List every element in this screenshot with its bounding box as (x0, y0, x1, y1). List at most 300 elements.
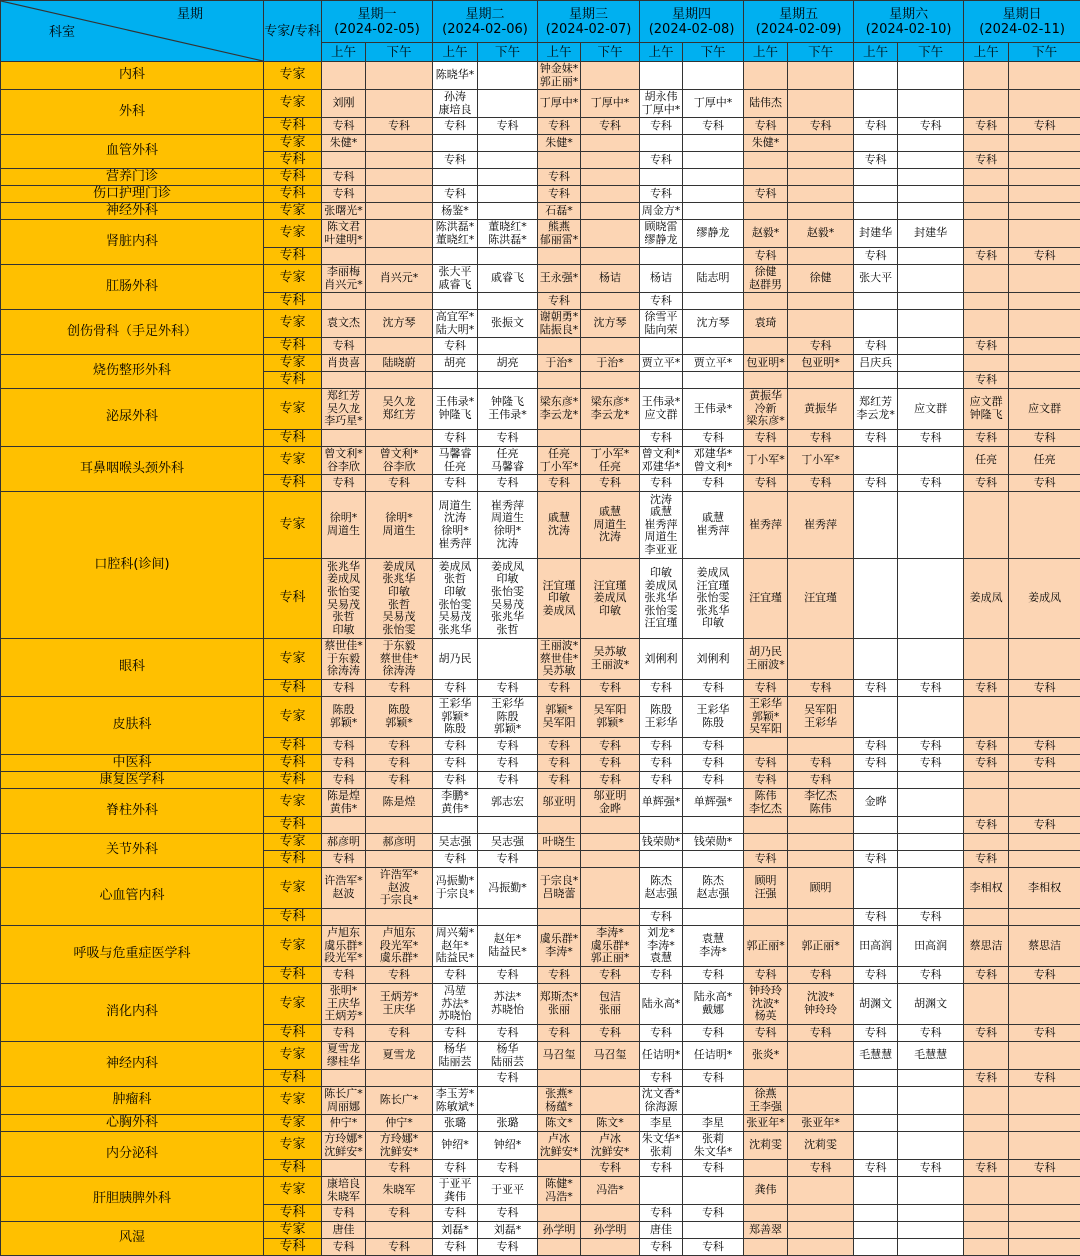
schedule-cell (788, 62, 854, 90)
schedule-cell: 专科 (854, 1160, 898, 1177)
schedule-cell (581, 186, 640, 203)
schedule-cell: 专科 (478, 967, 538, 984)
schedule-cell: 专科 (1009, 967, 1080, 984)
schedule-cell: 专科 (964, 1160, 1009, 1177)
schedule-cell: 专科 (788, 1025, 854, 1042)
clinic-type: 专科 (264, 680, 322, 697)
schedule-cell (640, 817, 683, 834)
schedule-cell: 黄振华 (788, 389, 854, 430)
clinic-type: 专家 (264, 1132, 322, 1160)
schedule-cell (366, 220, 433, 248)
schedule-cell (898, 868, 964, 909)
schedule-cell: 专科 (322, 1025, 366, 1042)
schedule-cell: 王伟录* 应文群 (640, 389, 683, 430)
schedule-cell: 专科 (538, 772, 581, 789)
schedule-cell: 专科 (683, 430, 744, 447)
schedule-cell: 张振文 (478, 310, 538, 338)
schedule-cell (854, 834, 898, 851)
schedule-cell: 郑红芳 吴久龙 李巧星* (322, 389, 366, 430)
schedule-cell: 刘磊* (478, 1222, 538, 1239)
schedule-cell: 专科 (898, 680, 964, 697)
schedule-cell: 专科 (898, 1160, 964, 1177)
schedule-cell (366, 152, 433, 169)
schedule-cell: 专科 (538, 169, 581, 186)
schedule-cell (964, 265, 1009, 293)
clinic-type: 专家 (264, 62, 322, 90)
department-name: 消化内科 (1, 984, 264, 1042)
schedule-cell (683, 338, 744, 355)
schedule-cell (964, 697, 1009, 738)
schedule-cell: 专科 (964, 1025, 1009, 1042)
afternoon-header: 下午 (788, 43, 854, 62)
clinic-type: 专科 (264, 1070, 322, 1087)
schedule-cell: 专科 (478, 1025, 538, 1042)
day-name: 星期二 (433, 7, 537, 22)
schedule-cell: 刘俐利 (683, 639, 744, 680)
schedule-row (1, 1042, 1080, 1070)
schedule-cell: 专科 (788, 430, 854, 447)
schedule-cell: 专科 (538, 293, 581, 310)
schedule-cell (1009, 1177, 1080, 1205)
afternoon-header: 下午 (478, 43, 538, 62)
schedule-cell: 专科 (478, 118, 538, 135)
schedule-cell (683, 186, 744, 203)
schedule-cell: 姜成凤 张兆华 印敏 张哲 吴易茂 张怡雯 (366, 559, 433, 639)
schedule-cell (478, 293, 538, 310)
schedule-cell: 缪静龙 (683, 220, 744, 248)
department-name: 心血管内科 (1, 868, 264, 926)
schedule-cell (744, 1205, 788, 1222)
schedule-cell: 钱荣勋* (683, 834, 744, 851)
schedule-cell: 卢冰 沈鲜安* (581, 1132, 640, 1160)
afternoon-header: 下午 (581, 43, 640, 62)
schedule-cell (538, 372, 581, 389)
schedule-cell: 钟隆飞 王伟录* (478, 389, 538, 430)
schedule-cell: 专科 (322, 755, 366, 772)
schedule-cell: 专科 (1009, 680, 1080, 697)
schedule-cell (964, 1177, 1009, 1205)
schedule-cell (854, 186, 898, 203)
schedule-cell (898, 1087, 964, 1115)
day-header (433, 1, 538, 43)
schedule-cell (1009, 310, 1080, 338)
day-date: (2024-02-07) (538, 22, 639, 37)
schedule-cell (322, 817, 366, 834)
schedule-cell (366, 135, 433, 152)
schedule-cell (581, 1205, 640, 1222)
schedule-cell (788, 186, 854, 203)
schedule-cell: 沈方琴 (366, 310, 433, 338)
schedule-cell: 专科 (788, 338, 854, 355)
clinic-type: 专科 (264, 338, 322, 355)
schedule-row (1, 789, 1080, 817)
schedule-cell: 陈杰 赵志强 (640, 868, 683, 909)
schedule-cell: 刘龙* 李涛* 袁慧 (640, 926, 683, 967)
schedule-cell (898, 1070, 964, 1087)
schedule-cell (964, 1239, 1009, 1256)
schedule-cell (1009, 220, 1080, 248)
schedule-cell (366, 186, 433, 203)
schedule-cell: 专科 (683, 738, 744, 755)
schedule-cell: 专科 (683, 755, 744, 772)
schedule-cell (1009, 1115, 1080, 1132)
department-name: 心胸外科 (1, 1115, 264, 1132)
schedule-cell: 专科 (683, 680, 744, 697)
schedule-cell: 专科 (433, 186, 478, 203)
schedule-cell: 专科 (322, 1239, 366, 1256)
schedule-cell: 陈文* (538, 1115, 581, 1132)
schedule-cell (538, 1160, 581, 1177)
schedule-cell: 夏雪龙 (366, 1042, 433, 1070)
schedule-cell: 金晔 (854, 789, 898, 817)
schedule-cell: 姜成凤 (1009, 559, 1080, 639)
schedule-cell: 于治* (538, 355, 581, 372)
schedule-cell (788, 135, 854, 152)
schedule-cell: 吴久龙 郑红芳 (366, 389, 433, 430)
schedule-cell: 专科 (433, 1025, 478, 1042)
clinic-type: 专家 (264, 389, 322, 430)
schedule-cell: 专科 (854, 118, 898, 135)
schedule-cell (478, 372, 538, 389)
schedule-cell: 崔秀萍 周道生 徐明* 沈涛 (478, 492, 538, 559)
schedule-cell (581, 1087, 640, 1115)
day-date: (2024-02-05) (322, 22, 432, 37)
schedule-cell: 马召玺 (538, 1042, 581, 1070)
schedule-cell: 专科 (964, 817, 1009, 834)
schedule-cell (1009, 186, 1080, 203)
schedule-cell: 顾明 (788, 868, 854, 909)
schedule-cell: 郑善翠 (744, 1222, 788, 1239)
schedule-cell: 专科 (1009, 1025, 1080, 1042)
schedule-row (1, 492, 1080, 559)
schedule-cell: 专科 (964, 967, 1009, 984)
clinic-type: 专家 (264, 90, 322, 118)
schedule-cell: 专科 (964, 680, 1009, 697)
schedule-cell (788, 817, 854, 834)
schedule-cell (366, 338, 433, 355)
clinic-type: 专科 (264, 559, 322, 639)
clinic-type: 专家 (264, 789, 322, 817)
type-column-header: 专家/专科 (264, 1, 322, 62)
schedule-cell: 丁厚中* (581, 90, 640, 118)
schedule-cell (581, 62, 640, 90)
schedule-cell: 专科 (433, 1160, 478, 1177)
schedule-cell: 专科 (744, 430, 788, 447)
schedule-cell: 沈波* 钟玲玲 (788, 984, 854, 1025)
schedule-cell: 姜成凤 (964, 559, 1009, 639)
schedule-cell (683, 851, 744, 868)
schedule-cell: 于治* (581, 355, 640, 372)
schedule-cell: 张兆华 姜成凤 张怡雯 吴易茂 张哲 印敏 (322, 559, 366, 639)
clinic-type: 专科 (264, 967, 322, 984)
schedule-cell: 专科 (898, 1025, 964, 1042)
schedule-cell: 专科 (788, 755, 854, 772)
table-body (1, 62, 1080, 1256)
schedule-cell: 专科 (964, 738, 1009, 755)
schedule-cell: 专科 (1009, 1160, 1080, 1177)
schedule-cell (788, 909, 854, 926)
schedule-cell: 专科 (854, 152, 898, 169)
schedule-cell (744, 738, 788, 755)
schedule-cell: 专科 (478, 680, 538, 697)
clinic-type: 专科 (264, 1205, 322, 1222)
schedule-cell (898, 789, 964, 817)
schedule-cell (788, 1070, 854, 1087)
schedule-cell: 于东毅 蔡世佳* 徐涛涛 (366, 639, 433, 680)
schedule-cell (640, 851, 683, 868)
schedule-cell: 专科 (854, 680, 898, 697)
schedule-cell: 专科 (640, 680, 683, 697)
schedule-cell: 专科 (640, 152, 683, 169)
schedule-cell: 专科 (322, 967, 366, 984)
schedule-cell (854, 559, 898, 639)
schedule-cell: 专科 (538, 738, 581, 755)
schedule-cell: 专科 (478, 738, 538, 755)
schedule-cell: 封建华 (898, 220, 964, 248)
schedule-cell: 吴志强 (478, 834, 538, 851)
schedule-cell: 吴军阳 郭颖* (581, 697, 640, 738)
schedule-cell: 专科 (538, 755, 581, 772)
schedule-cell: 叶晓生 (538, 834, 581, 851)
schedule-cell (898, 1239, 964, 1256)
schedule-cell: 专科 (744, 1025, 788, 1042)
schedule-cell (898, 248, 964, 265)
schedule-cell: 丁厚中* (538, 90, 581, 118)
schedule-cell: 崔秀萍 (744, 492, 788, 559)
schedule-cell (683, 1222, 744, 1239)
schedule-cell: 专科 (964, 118, 1009, 135)
schedule-cell: 专科 (683, 1025, 744, 1042)
schedule-cell (788, 372, 854, 389)
schedule-cell: 专科 (854, 909, 898, 926)
schedule-cell (898, 1132, 964, 1160)
schedule-cell (683, 62, 744, 90)
schedule-cell (898, 152, 964, 169)
schedule-cell: 袁琦 (744, 310, 788, 338)
schedule-cell: 张亚年* (744, 1115, 788, 1132)
schedule-cell: 专科 (478, 1205, 538, 1222)
schedule-cell (581, 834, 640, 851)
schedule-cell (898, 834, 964, 851)
schedule-cell (964, 639, 1009, 680)
schedule-cell (854, 868, 898, 909)
schedule-cell: 陈洪磊* 董晓红* (433, 220, 478, 248)
schedule-cell: 专科 (538, 680, 581, 697)
clinic-type: 专家 (264, 1115, 322, 1132)
schedule-cell: 冯浩* (581, 1177, 640, 1205)
schedule-row (1, 1177, 1080, 1205)
schedule-cell (478, 639, 538, 680)
morning-header: 上午 (854, 43, 898, 62)
schedule-cell (854, 772, 898, 789)
schedule-cell: 专科 (744, 755, 788, 772)
schedule-cell: 郭颖* 吴军阳 (538, 697, 581, 738)
schedule-cell: 王彩华 陈殷 郭颖* (478, 697, 538, 738)
schedule-cell (433, 372, 478, 389)
schedule-cell: 专科 (964, 338, 1009, 355)
department-name: 肝胆胰脾外科 (1, 1177, 264, 1222)
corner-dept-label: 科室 (49, 25, 75, 40)
schedule-cell: 专科 (322, 169, 366, 186)
schedule-cell: 张亚年* (788, 1115, 854, 1132)
schedule-cell (581, 293, 640, 310)
schedule-cell (366, 293, 433, 310)
schedule-cell: 专科 (581, 118, 640, 135)
schedule-cell (854, 447, 898, 475)
schedule-cell: 赵年* 陆益民* (478, 926, 538, 967)
afternoon-header: 下午 (898, 43, 964, 62)
schedule-cell: 专科 (683, 967, 744, 984)
schedule-cell (898, 1177, 964, 1205)
schedule-cell: 李星 (640, 1115, 683, 1132)
schedule-cell: 专科 (640, 1070, 683, 1087)
schedule-row (1, 639, 1080, 680)
department-name: 肿瘤科 (1, 1087, 264, 1115)
schedule-cell: 冯堃 苏法* 苏晓怡 (433, 984, 478, 1025)
morning-header: 上午 (538, 43, 581, 62)
schedule-cell: 赵毅* (744, 220, 788, 248)
schedule-cell: 专科 (964, 1070, 1009, 1087)
schedule-cell: 陆永高* 戴娜 (683, 984, 744, 1025)
schedule-cell (744, 1160, 788, 1177)
schedule-cell: 龚伟 (744, 1177, 788, 1205)
schedule-cell: 专科 (433, 475, 478, 492)
schedule-cell (898, 639, 964, 680)
schedule-cell (898, 265, 964, 293)
department-name: 呼吸与危重症医学科 (1, 926, 264, 984)
schedule-cell: 专科 (744, 248, 788, 265)
schedule-cell (366, 851, 433, 868)
schedule-cell (640, 372, 683, 389)
schedule-cell: 丁厚中* (683, 90, 744, 118)
schedule-cell (788, 152, 854, 169)
schedule-row (1, 447, 1080, 475)
day-header (964, 1, 1080, 43)
day-date: (2024-02-10) (854, 22, 963, 37)
schedule-cell (788, 203, 854, 220)
department-name: 伤口护理门诊 (1, 186, 264, 203)
schedule-cell: 朱健* (322, 135, 366, 152)
schedule-cell: 刘俐利 (640, 639, 683, 680)
schedule-cell (964, 1042, 1009, 1070)
schedule-cell: 马馨睿 任亮 (433, 447, 478, 475)
day-name: 星期一 (322, 7, 432, 22)
schedule-cell: 苏法* 苏晓怡 (478, 984, 538, 1025)
schedule-cell: 唐佳 (322, 1222, 366, 1239)
schedule-cell (898, 447, 964, 475)
schedule-cell (964, 1087, 1009, 1115)
schedule-cell: 陆晓蔚 (366, 355, 433, 372)
schedule-cell (640, 338, 683, 355)
schedule-cell: 专科 (581, 680, 640, 697)
schedule-cell (581, 868, 640, 909)
schedule-cell: 专科 (640, 1205, 683, 1222)
department-name: 营养门诊 (1, 169, 264, 186)
schedule-cell: 仲宁* (366, 1115, 433, 1132)
clinic-type: 专科 (264, 475, 322, 492)
schedule-cell (898, 851, 964, 868)
schedule-cell (964, 355, 1009, 372)
schedule-cell: 专科 (744, 186, 788, 203)
schedule-cell: 卢旭东 虞乐群* 段光军* (322, 926, 366, 967)
schedule-cell: 单辉强* (640, 789, 683, 817)
schedule-cell: 蔡思洁 (1009, 926, 1080, 967)
schedule-cell: 杨华 陆丽芸 (433, 1042, 478, 1070)
schedule-cell (964, 293, 1009, 310)
schedule-cell (788, 169, 854, 186)
schedule-cell (1009, 834, 1080, 851)
schedule-cell (964, 1115, 1009, 1132)
schedule-cell (744, 203, 788, 220)
department-name: 肾脏内科 (1, 220, 264, 265)
schedule-cell: 熊燕 郁丽雷* (538, 220, 581, 248)
schedule-cell: 胡永伟 丁厚中* (640, 90, 683, 118)
schedule-cell (1009, 203, 1080, 220)
schedule-cell: 专科 (964, 851, 1009, 868)
schedule-cell: 杨鉴* (433, 203, 478, 220)
schedule-cell: 专科 (854, 755, 898, 772)
schedule-cell (478, 248, 538, 265)
schedule-cell (538, 851, 581, 868)
schedule-cell (744, 834, 788, 851)
schedule-cell (788, 293, 854, 310)
schedule-cell: 孙学明 (581, 1222, 640, 1239)
schedule-cell: 包洁 张丽 (581, 984, 640, 1025)
schedule-cell: 专科 (478, 1239, 538, 1256)
department-name: 风湿 (1, 1222, 264, 1256)
schedule-cell: 马召玺 (581, 1042, 640, 1070)
schedule-cell: 康培良 朱晓军 (322, 1177, 366, 1205)
schedule-cell: 专科 (964, 755, 1009, 772)
schedule-cell: 汪宜瑾 (788, 559, 854, 639)
schedule-cell: 专科 (433, 1239, 478, 1256)
schedule-row (1, 926, 1080, 967)
schedule-cell (1009, 135, 1080, 152)
schedule-cell: 专科 (898, 118, 964, 135)
schedule-cell (366, 169, 433, 186)
schedule-cell: 专科 (640, 772, 683, 789)
schedule-cell: 专科 (478, 1160, 538, 1177)
schedule-cell (898, 310, 964, 338)
schedule-cell: 李忆杰 陈伟 (788, 789, 854, 817)
clinic-type: 专家 (264, 834, 322, 851)
department-name: 创伤骨科（手足外科） (1, 310, 264, 355)
clinic-type: 专家 (264, 1222, 322, 1239)
schedule-cell (433, 817, 478, 834)
schedule-cell (744, 169, 788, 186)
schedule-cell: 李丽梅 肖兴元* (322, 265, 366, 293)
schedule-cell: 郭志宏 (478, 789, 538, 817)
schedule-cell (964, 1205, 1009, 1222)
schedule-cell (788, 1042, 854, 1070)
schedule-cell: 仲宁* (322, 1115, 366, 1132)
schedule-cell: 钟绍* (478, 1132, 538, 1160)
schedule-cell (964, 772, 1009, 789)
schedule-row (1, 984, 1080, 1025)
schedule-cell: 专科 (581, 772, 640, 789)
schedule-cell: 专科 (478, 1070, 538, 1087)
schedule-cell: 专科 (433, 738, 478, 755)
schedule-cell (1009, 152, 1080, 169)
schedule-cell: 蔡世佳* 于东毅 徐涛涛 (322, 639, 366, 680)
schedule-cell: 胡渊文 (854, 984, 898, 1025)
schedule-cell: 胡亮 (433, 355, 478, 372)
schedule-cell (433, 135, 478, 152)
schedule-cell: 田高润 (898, 926, 964, 967)
schedule-cell: 陈长广* (366, 1087, 433, 1115)
schedule-cell (683, 169, 744, 186)
schedule-cell (854, 1070, 898, 1087)
